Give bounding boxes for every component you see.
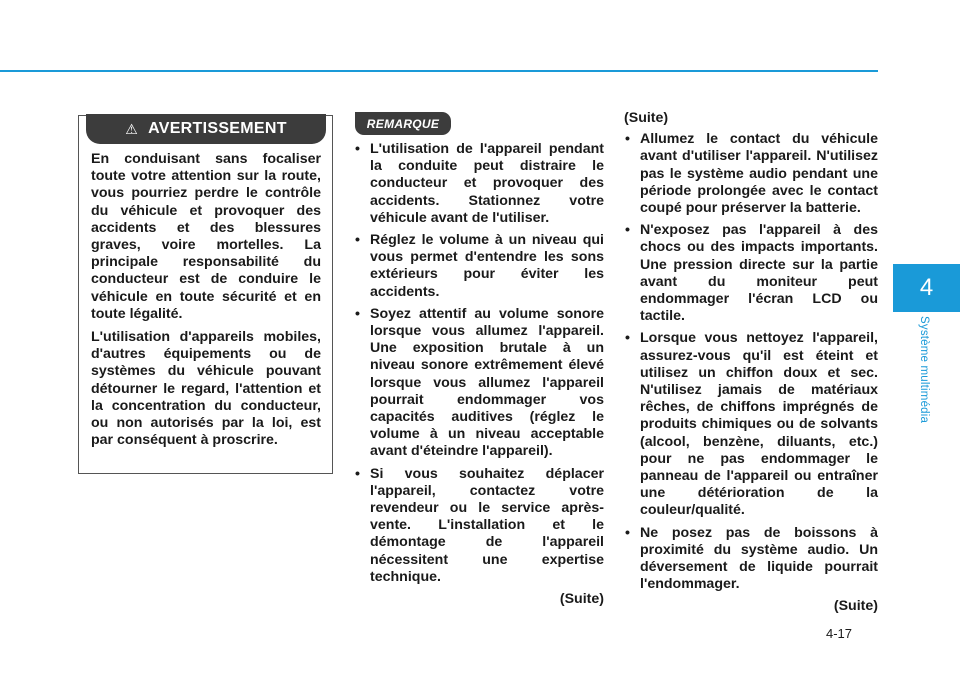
note-list bbox=[354, 141, 604, 586]
list-item: • Allumez le contact du véhicule avant d'utiliser l'appareil. N'utilisez pas le système audio pendant une période prolongée avec le contact coupé pour préserver la batterie. bbox=[625, 131, 878, 217]
page-number: 4-17 bbox=[826, 626, 853, 641]
list-item: • N'exposez pas l'appareil à des chocs ou des impacts importants. Une pression directe sur la partie avant du moniteur peut endommager l'écran LCD ou tactile. bbox=[625, 222, 878, 325]
right-list bbox=[624, 131, 878, 593]
list-item: • Réglez le volume à un niveau qui vous permet d'entendre les sons extérieurs pour éviter les accidents. bbox=[355, 232, 604, 300]
chapter-title: Système multimédia bbox=[918, 316, 930, 424]
warning-header bbox=[86, 114, 326, 144]
warning-paragraph: L'utilisation d'appareils mobiles, d'autres équipements ou de systèmes du véhicule pouvant détourner le regard, l'attention et la concentration du conducteur, ou non autorisés par la loi, est par conséquent à proscrire. bbox=[91, 329, 321, 449]
list-item: • Ne posez pas de boissons à proximité du système audio. Un déversement de liquide pourrait l'endommager. bbox=[625, 524, 878, 593]
warning-header-label: AVERTISSEMENT bbox=[148, 120, 287, 137]
continued-label: (Suite) bbox=[559, 591, 604, 608]
continued-heading: (Suite) bbox=[624, 110, 669, 126]
note-column bbox=[354, 141, 604, 608]
header-rule bbox=[0, 70, 878, 72]
list-item: • Si vous souhaitez déplacer l'appareil, contactez votre revendeur ou le service après-vente. L'installation et le démontage de l'appareil nécessitent une expertise technique. bbox=[355, 465, 604, 585]
warning-box bbox=[78, 115, 333, 474]
chapter-tab bbox=[893, 264, 960, 312]
chapter-number: 4 bbox=[919, 274, 934, 301]
remarque-label: REMARQUE bbox=[355, 112, 451, 135]
list-item: • Lorsque vous nettoyez l'appareil, assurez-vous qu'il est éteint et utilisez un chiffon doux et sec. N'utilisez jamais de matériaux rêches, de chiffons imprégnés de produits chimiques ou de solvants (alcool, benzène, diluants, etc.) pour ne pas endommager le panneau de l'appareil ou entraîner une détérioration de la couleur/qualité. bbox=[625, 330, 878, 519]
right-column bbox=[624, 110, 878, 616]
warning-paragraph: En conduisant sans focaliser toute votre attention sur la route, vous pourriez perdre le contrôle du véhicule et provoquer des accidents et des blessures graves, voire mortelles. La principale responsabilité du conducteur est de conduire le véhicule en toute sécurité et en toute légalité. bbox=[91, 151, 321, 322]
list-item: • Soyez attentif au volume sonore lorsque vous allumez l'appareil. Une exposition brutale à un niveau sonore extrêmement élevé lorsque vous allumez l'appareil pourrait endommager vos capacités auditives (réglez le volume à un niveau acceptable avant d'éteindre l'appareil). bbox=[355, 305, 604, 460]
list-item: • L'utilisation de l'appareil pendant la conduite peut distraire le conducteur et provoquer des accidents. Stationnez votre véhicule avant de l'utiliser. bbox=[355, 141, 604, 226]
warning-triangle-icon: ⚠ bbox=[125, 120, 139, 137]
continued-label: (Suite) bbox=[833, 598, 878, 615]
